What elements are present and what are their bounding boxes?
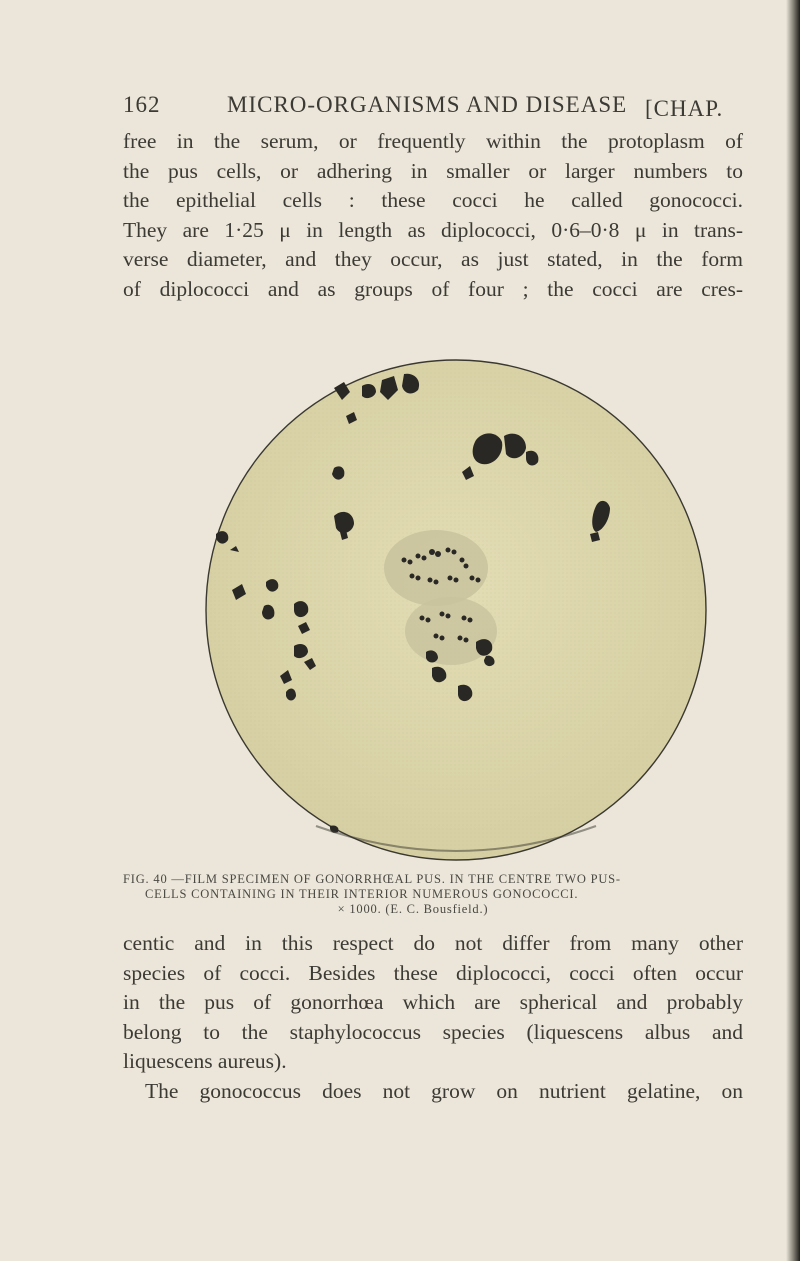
text-line: the pus cells, or adhering in smaller or larger numbers to <box>123 158 743 183</box>
caption-line: × 1000. (E. C. Bousfield.) <box>337 902 489 916</box>
page-number: 162 <box>123 92 161 117</box>
microscope-figure <box>186 356 726 866</box>
text-line: verse diameter, and they occur, as just stated, in the form <box>123 247 743 271</box>
text-line: centic and in this respect do not differ from many other <box>123 931 743 955</box>
text-line: free in the serum, or frequently within the protoplasm of <box>123 129 743 153</box>
text-line: liquescens aureus). <box>123 1049 287 1073</box>
chapter-mark: [CHAP. <box>645 96 724 121</box>
text-line: the epithelial cells : these cocci he called gonococci. <box>123 188 743 212</box>
page-edge-shadow <box>786 0 800 1261</box>
text-line: belong to the staphylococcus species (liquescens albus and <box>123 1019 743 1044</box>
running-title: MICRO-ORGANISMS AND DISEASE <box>227 92 628 117</box>
pus-cell <box>384 530 488 606</box>
figure-caption <box>123 872 743 917</box>
microscope-field-illustration <box>186 356 726 866</box>
running-header <box>123 88 743 128</box>
text-line: They are 1·25 μ in length as diplococci, 0·6–0·8 μ in trans- <box>123 217 743 242</box>
paragraph-top <box>123 127 743 304</box>
paragraph-bottom <box>123 929 743 1106</box>
text-line: in the pus of gonorrhœa which are spherical and probably <box>123 990 743 1014</box>
text-line: The gonococcus does not grow on nutrient gelatine, on <box>145 1078 743 1103</box>
text-line: of diplococci and as groups of four ; the cocci are cres- <box>123 276 743 301</box>
caption-line: CELLS CONTAINING IN THEIR INTERIOR NUMEROUS GONOCOCCI. <box>145 887 579 901</box>
text-line: species of cocci. Besides these diplococci, cocci often occur <box>123 960 743 985</box>
caption-line: FIG. 40 —FILM SPECIMEN OF GONORRHŒAL PUS. IN THE CENTRE TWO PUS- <box>123 872 621 886</box>
